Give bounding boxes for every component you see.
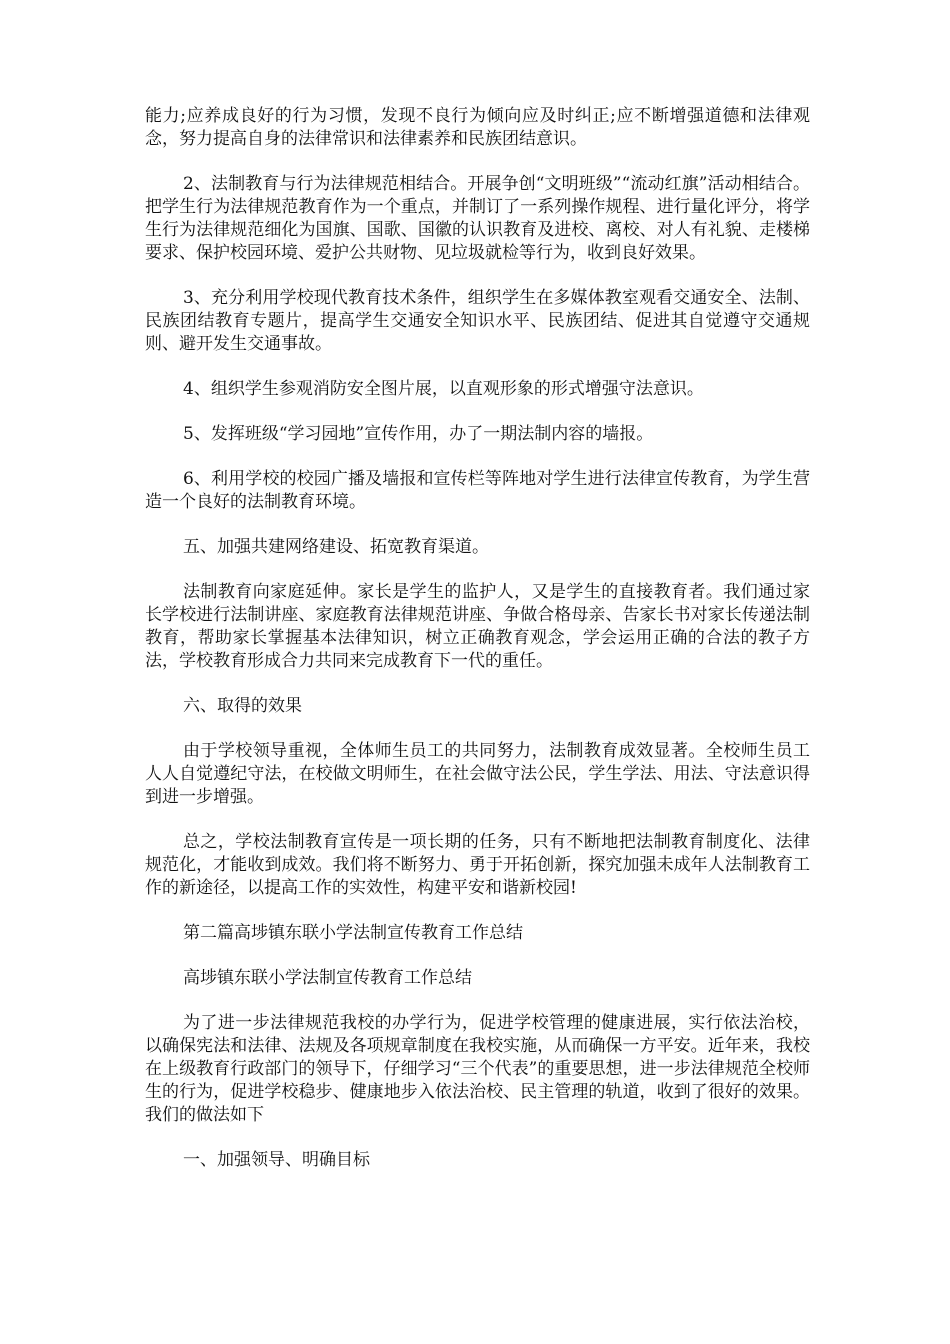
paragraph-item-2: 2、法制教育与行为法律规范相结合。开展争创“文明班级”“流动红旗”活动相结合。把学生行为法律规范教育作为一个重点，并制订了一系列操作规程、进行量化评分，将学生行为法律规范细化为国旗、国歌、国徽的认识教育及进校、离校、对人有礼貌、走楼梯要求、保护校园环境、爱护公共财物、见垃圾就检等行为，收到良好效果。 (145, 174, 810, 263)
paragraph-continuation: 能力;应养成良好的行为习惯，发现不良行为倾向应及时纠正;应不断增强道德和法律观念，努力提高自身的法律常识和法律素养和民族团结意识。 (145, 106, 810, 149)
part-two-title: 第二篇高埗镇东联小学法制宣传教育工作总结 (183, 923, 523, 943)
paragraph-item-4: 4、组织学生参观消防安全图片展，以直观形象的形式增强守法意识。 (183, 379, 704, 399)
section-heading-1: 一、加强领导、明确目标 (183, 1150, 370, 1170)
paragraph-item-6: 6、利用学校的校园广播及墙报和宣传栏等阵地对学生进行法律宣传教育，为学生营造一个良好的法制教育环境。 (145, 469, 810, 512)
document-title: 高埗镇东联小学法制宣传教育工作总结 (183, 968, 472, 988)
paragraph-intro: 为了进一步法律规范我校的办学行为，促进学校管理的健康进展，实行依法治校，以确保宪法和法律、法规及各项规章制度在我校实施，从而确保一方平安。近年来，我校在上级教育行政部门的领导下，仔细学习“三个代表”的重要思想，进一步法律规范全校师生的行为，促进学校稳步、健康地步入依法治校、民主管理的轨道，收到了很好的效果。我们的做法如下 (145, 1013, 810, 1125)
document-page (145, 105, 810, 1194)
section-heading-5: 五、加强共建网络建设、拓宽教育渠道。 (183, 537, 489, 557)
paragraph-results: 由于学校领导重视，全体师生员工的共同努力，法制教育成效显著。全校师生员工人人自觉遵纪守法，在校做文明师生，在社会做守法公民，学生学法、用法、守法意识得到进一步增强。 (145, 741, 810, 807)
paragraph-family-education: 法制教育向家庭延伸。家长是学生的监护人，又是学生的直接教育者。我们通过家长学校进行法制讲座、家庭教育法律规范讲座、争做合格母亲、告家长书对家长传递法制教育，帮助家长掌握基本法律知识，树立正确教育观念，学会运用正确的合法的教子方法，学校教育形成合力共同来完成教育下一代的重任。 (145, 582, 810, 671)
paragraph-item-5: 5、发挥班级“学习园地”宣传作用，办了一期法制内容的墙报。 (183, 424, 654, 444)
section-heading-6: 六、取得的效果 (183, 696, 302, 716)
paragraph-item-3: 3、充分利用学校现代教育技术条件，组织学生在多媒体教室观看交通安全、法制、民族团结教育专题片，提高学生交通安全知识水平、民族团结、促进其自觉遵守交通规则、避开发生交通事故。 (145, 288, 810, 354)
paragraph-conclusion: 总之，学校法制教育宣传是一项长期的任务，只有不断地把法制教育制度化、法律规范化，才能收到成效。我们将不断努力、勇于开拓创新，探究加强未成年人法制教育工作的新途径，以提高工作的实效性，构建平安和谐新校园! (145, 832, 810, 898)
